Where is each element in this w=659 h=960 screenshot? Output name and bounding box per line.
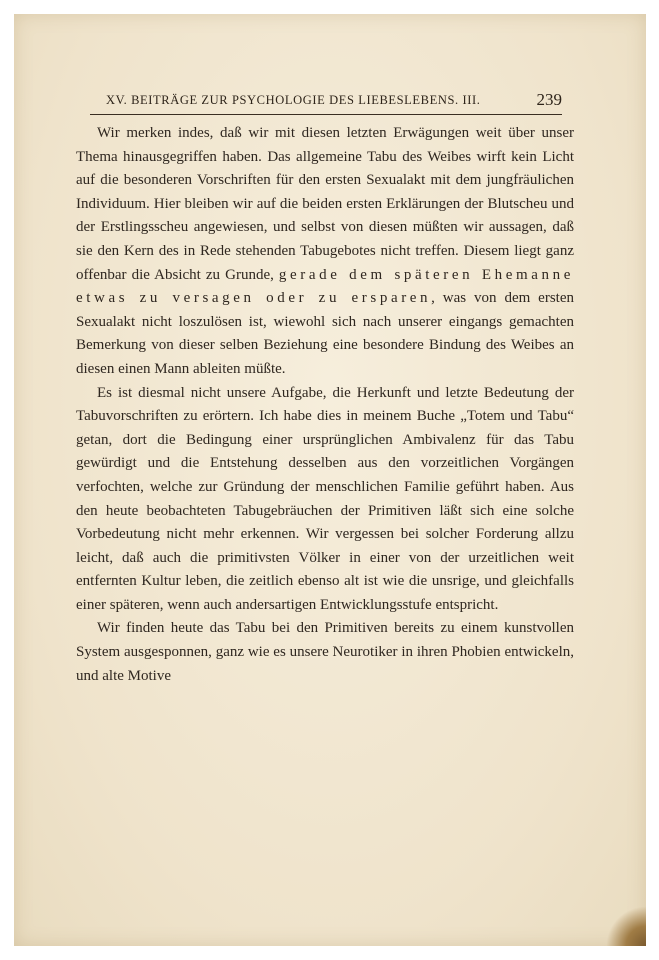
page-number: 239 [536,90,562,109]
book-page [14,14,646,946]
body-text [76,122,574,688]
paragraph-1 [76,122,574,382]
paragraph-1-emphasis: gerade dem späteren Ehemanne etwas zu versagen oder zu ersparen [76,266,574,307]
paragraph-3: Wir finden heute das Tabu bei den Primitiven bereits zu einem kunstvollen System ausgesponnen, ganz wie es unsere Neurotiker in ihren Phobien entwickeln, und alte Motive [76,620,574,684]
paragraph-1-text-end: , was von dem ersten Sexualakt nicht loszulösen ist, wiewohl sich nach unserer eingangs gemachten Bemerkung von dieser selben Beziehung eine besondere Bindung des Weibes an diesen einen Mann ableiten müßte. [76,290,574,377]
paragraph-1-text: Wir merken indes, daß wir mit diesen letzten Erwägungen weit über unser Thema hinausgegriffen haben. Das allgemeine Tabu des Weibes wirft kein Licht auf die besonderen Vorschriften für den ersten Sexualakt mit dem jungfräulichen Individuum. Hier bleiben wir auf die beiden ersten Erklärungen der Blutscheu und der Erstlingsscheu angewiesen, und selbst von diesen müßten wir aussagen, daß sie den Kern des in Rede stehenden Tabugebotes nicht treffen. Diesem liegt ganz offenbar die Absicht zu Grunde, [76,125,574,283]
page-header [90,90,562,115]
paragraph-2: Es ist diesmal nicht unsere Aufgabe, die Herkunft und letzte Bedeutung der Tabuvorschriften zu erörtern. Ich habe dies in meinem Buche „Totem und Tabu“ getan, dort die Bedingung einer ursprünglichen Ambivalenz für das Tabu gewürdigt und die Entstehung desselben aus den vorzeitlichen Vorgängen verfochten, welche zur Gründung der menschlichen Familie geführt haben. Aus den heute beobachteten Tabugebräuchen der Primitiven läßt sich eine solche Vorbedeutung nicht mehr erkennen. Wir vergessen bei solcher Forderung allzu leicht, daß auch die primitivsten Völker in einer von der urzeitlichen weit entfernten Kultur leben, die zeitlich ebenso alt ist wie die unsrige, und gleichfalls einer späteren, wenn auch andersartigen Entwicklungsstufe entspricht. [76,384,574,613]
running-head: XV. BEITRÄGE ZUR PSYCHOLOGIE DES LIEBESLEBENS. III. [106,93,481,107]
page-corner-stain [606,906,646,946]
